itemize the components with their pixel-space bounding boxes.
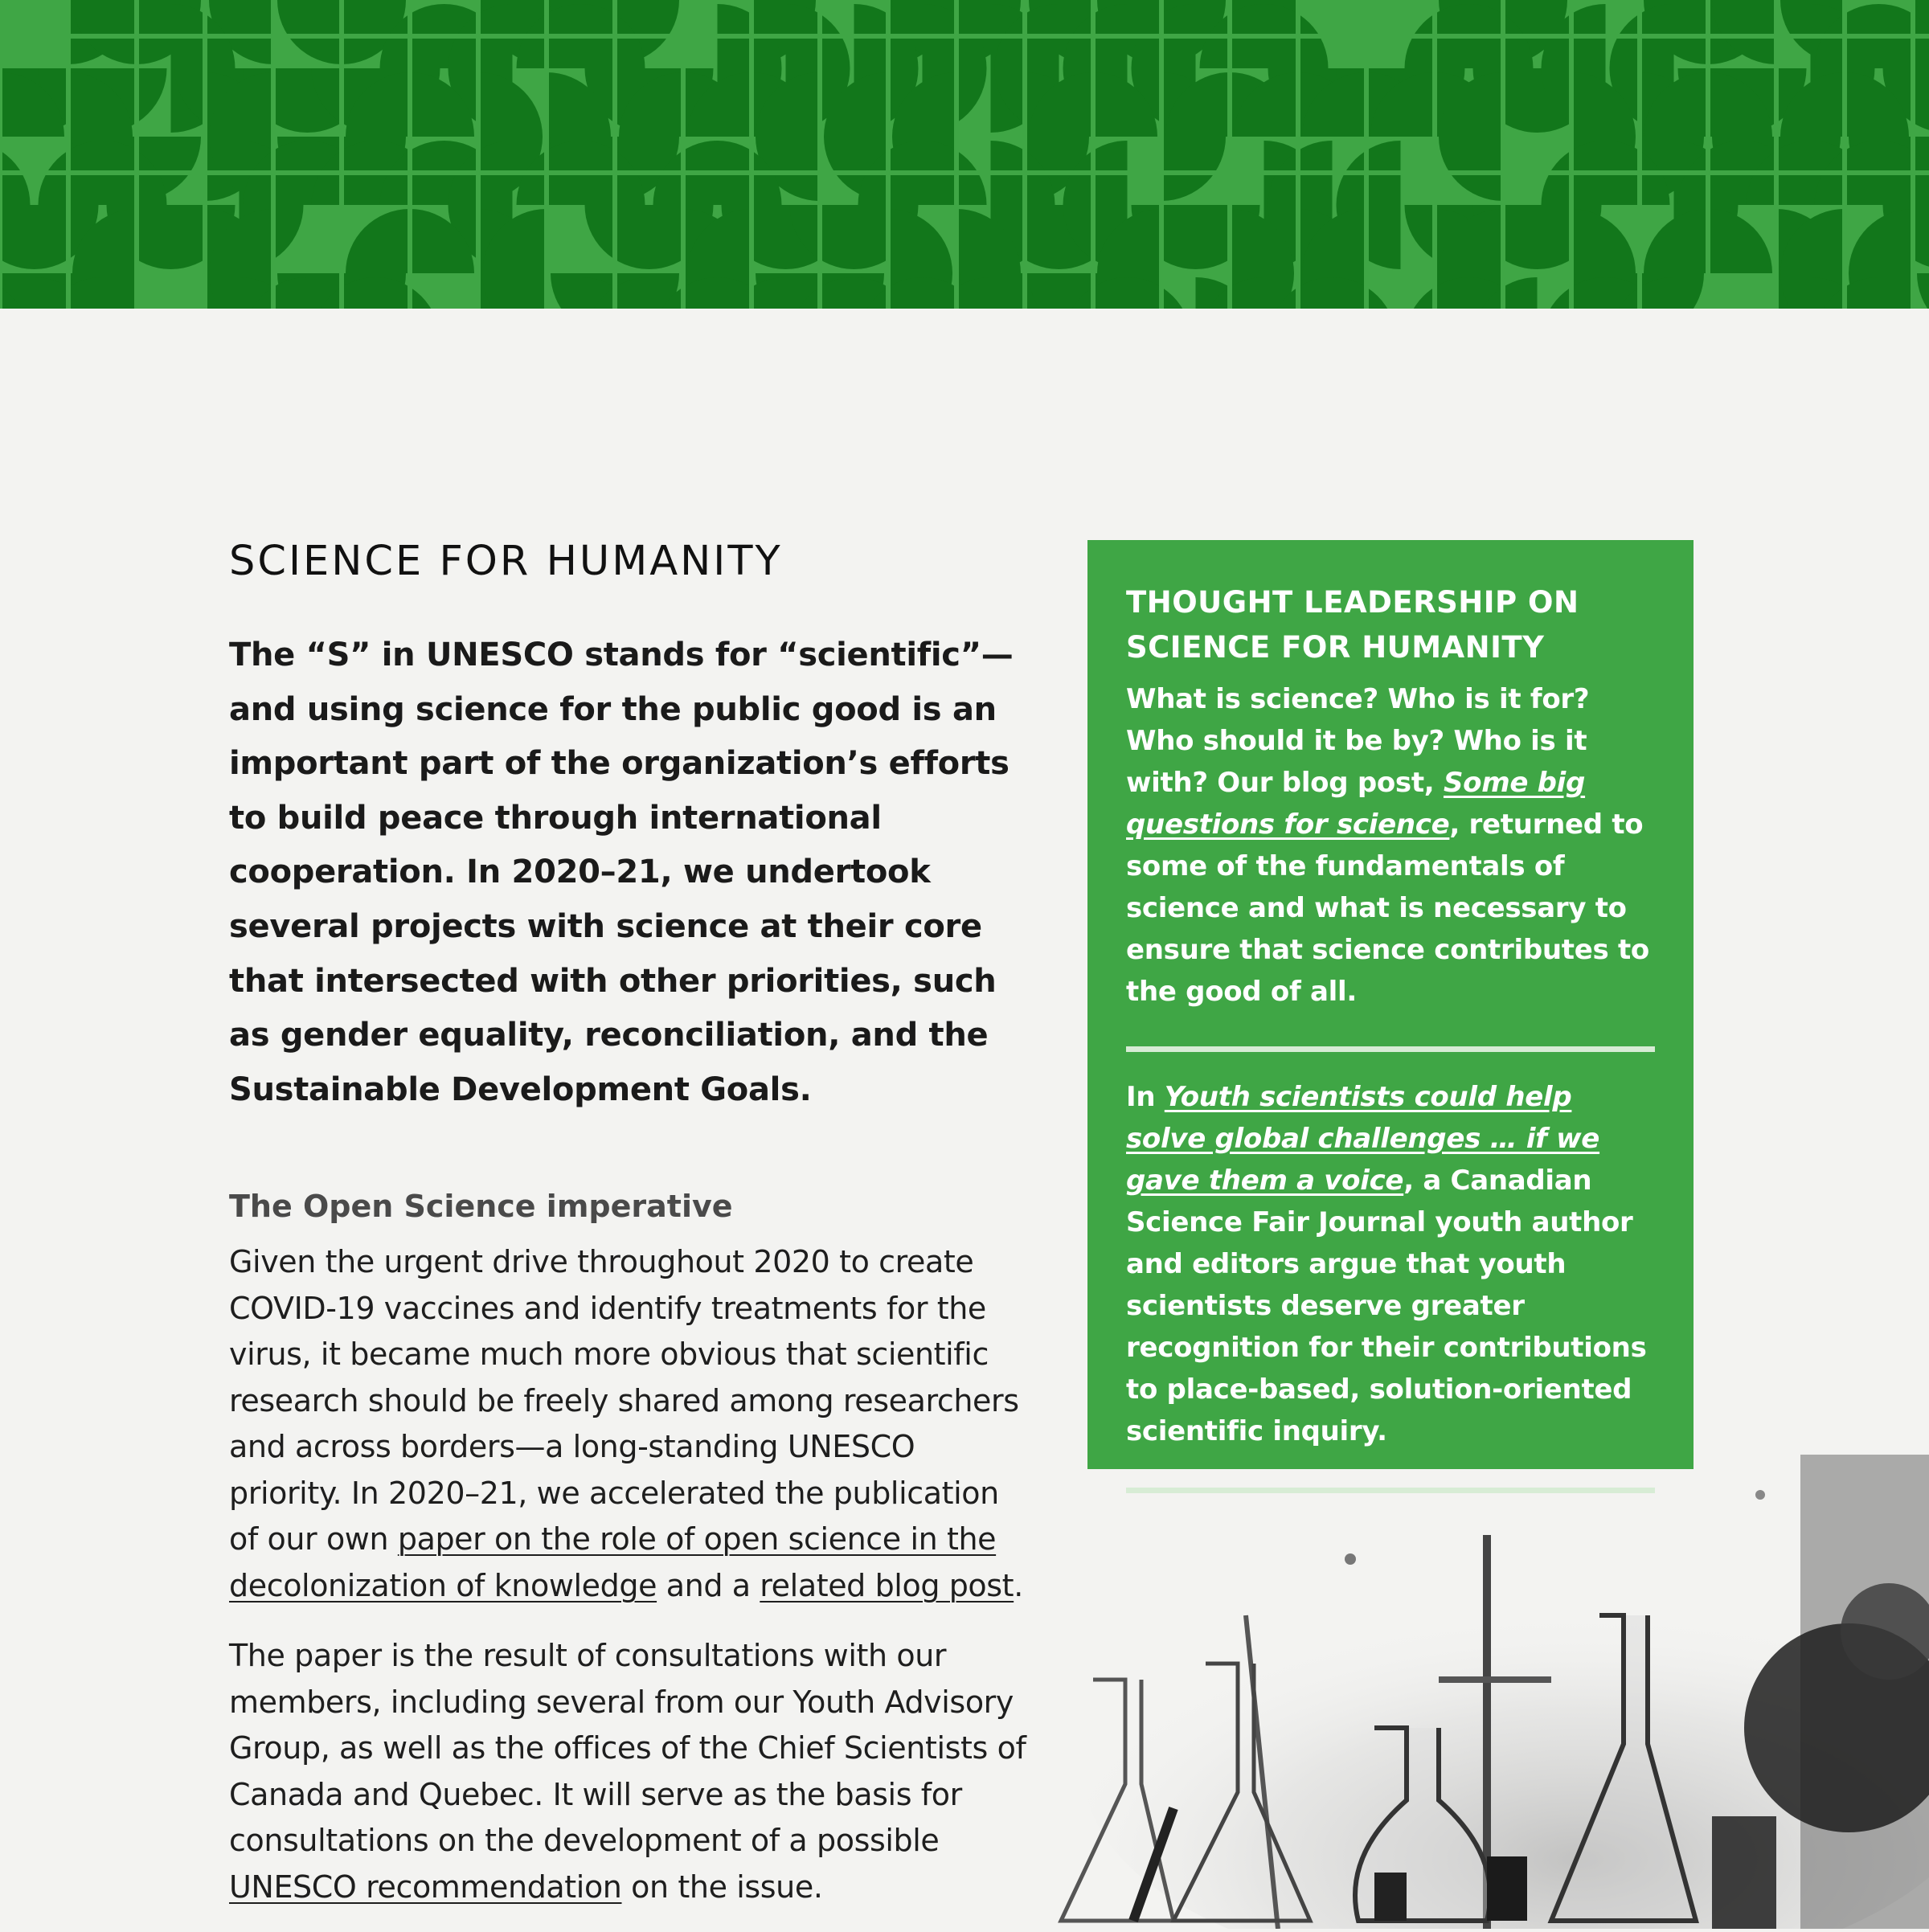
body-paragraph-consultations — [229, 1633, 1033, 1910]
sidebar-divider — [1126, 1046, 1655, 1052]
sidebar-text: In — [1126, 1081, 1165, 1113]
sidebar-text: What is science? Who is it for? Who should it be by? Who is it with? Our blog post, — [1126, 683, 1589, 799]
body-text: on the issue. — [622, 1869, 823, 1905]
body-text: Given the urgent drive throughout 2020 to create COVID-19 vaccines and identify treatments for the virus, it became much more obvious that scientific research should be freely shared among researchers and across borders—a long-standing UNESCO priority. In 2020–21, we accelerated the publication of our own — [229, 1244, 1019, 1557]
youth-scientists-article-link[interactable]: Youth scientists could help solve global challenges … if we gave them a voice — [1126, 1081, 1599, 1197]
section-subheading: The Open Science imperative — [229, 1186, 1033, 1226]
big-questions-blog-link[interactable]: Some big questions for science — [1126, 767, 1585, 841]
main-column — [229, 537, 1033, 1910]
body-paragraph-open-science — [229, 1239, 1033, 1609]
page-title: SCIENCE FOR HUMANITY — [229, 537, 1033, 587]
open-science-paper-link[interactable]: paper on the role of open science in the decolonization of knowledge — [229, 1521, 996, 1603]
sidebar-text: , a Canadian Science Fair Journal youth author and editors argue that youth scientists deserve greater recognition for their contributions to place-based, solution-oriented scientific inquiry. — [1126, 1165, 1647, 1447]
sidebar-title: THOUGHT LEADERSHIP ON SCIENCE FOR HUMANITY — [1126, 580, 1657, 670]
unesco-recommendation-link[interactable]: UNESCO recommendation — [229, 1869, 622, 1905]
sidebar-paragraph-big-questions — [1126, 678, 1657, 1013]
thought-leadership-sidebar — [1087, 540, 1694, 1469]
body-text: and a — [657, 1568, 760, 1603]
header-pattern-banner — [0, 0, 1929, 309]
related-blog-post-link[interactable]: related blog post — [760, 1568, 1014, 1603]
lead-paragraph: The “S” in UNESCO stands for “scientific”—and using science for the public good is an important part of the organization’s efforts to build peace through international cooperation. In 2020–21, we undertook several projects with science at their core that intersected with other priorities, such as gender equality, reconciliation, and the Sustainable Development Goals. — [229, 628, 1033, 1117]
sidebar-paragraph-youth-scientists — [1126, 1076, 1657, 1452]
body-text: . — [1014, 1568, 1023, 1603]
body-text: The paper is the result of consultations with our members, including several from our Youth Advisory Group, as well as the offices of the Chief Scientists of Canada and Quebec. It will serve as the basis for consultations on the development of a possible — [229, 1638, 1026, 1858]
sidebar-text: , returned to some of the fundamentals of science and what is necessary to ensure that science contributes to the good of all. — [1126, 808, 1649, 1008]
lab-glassware-illustration — [1037, 1439, 1929, 1929]
